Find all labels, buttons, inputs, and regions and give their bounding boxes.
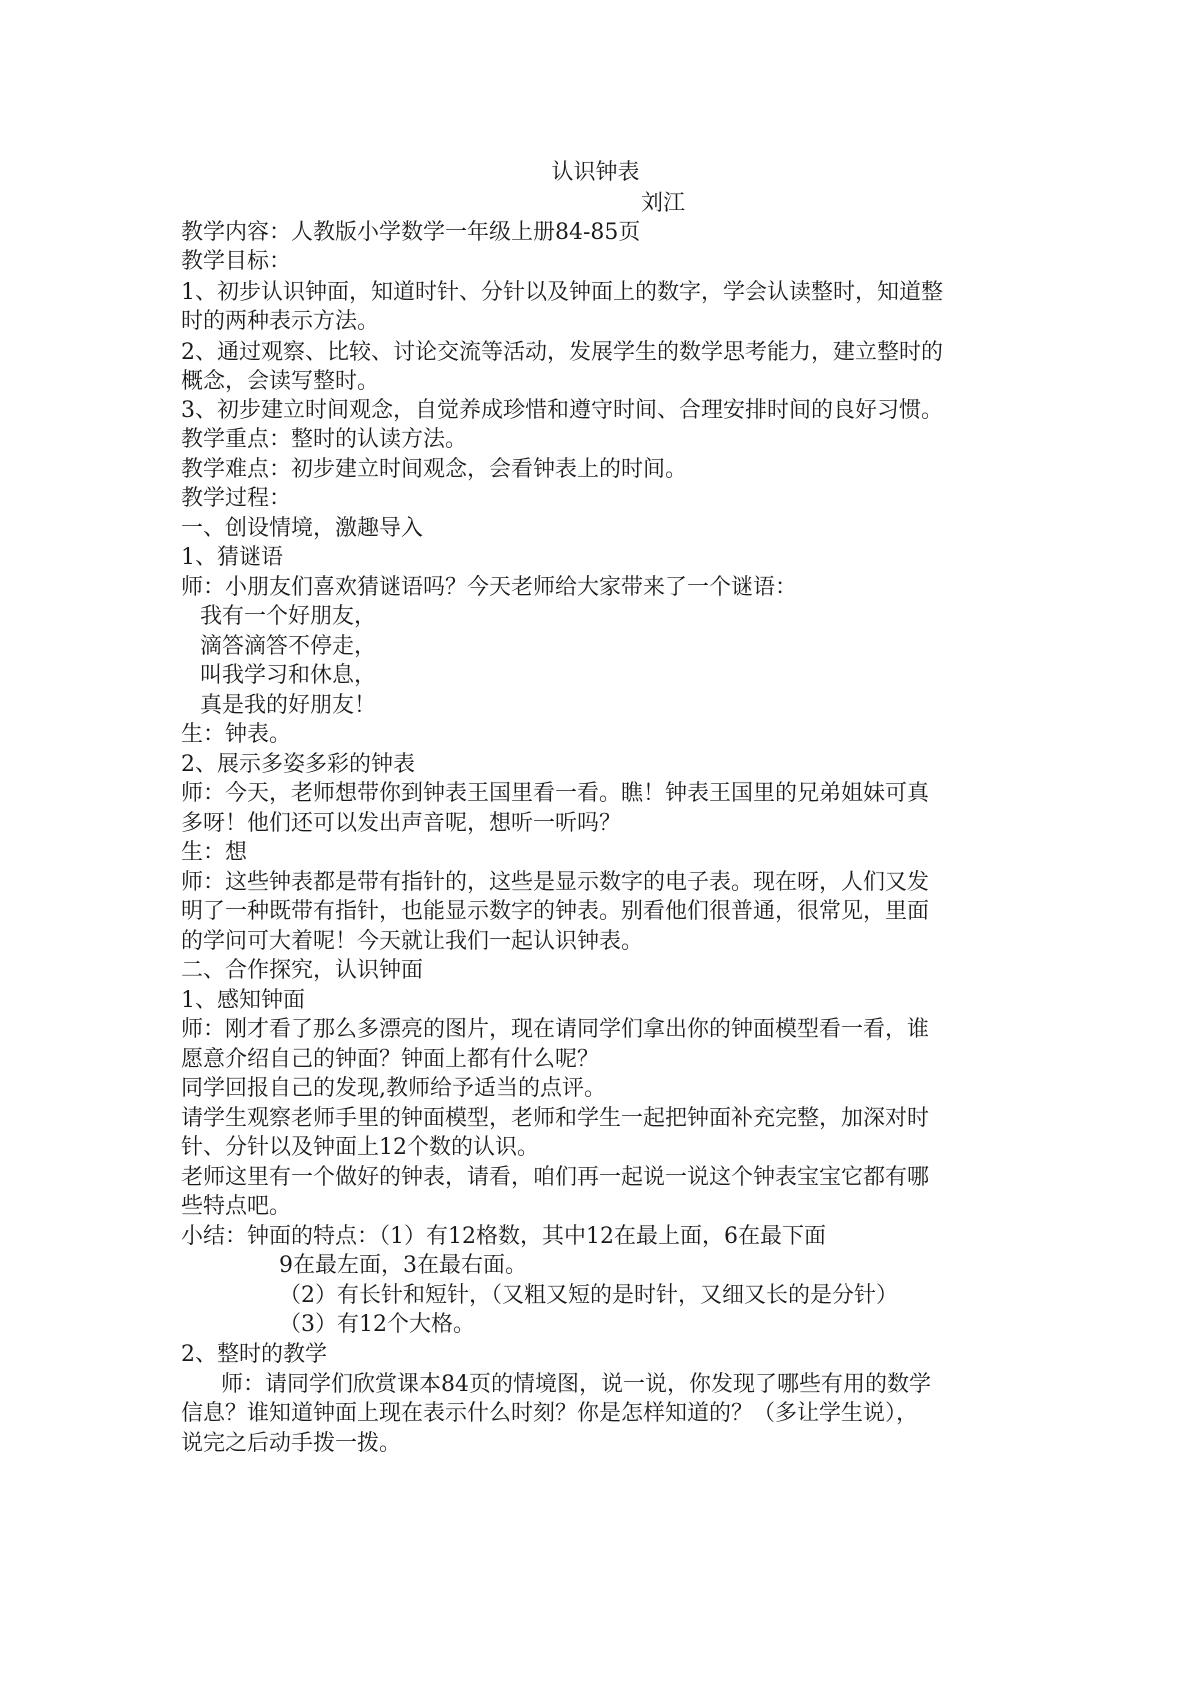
subsection-heading: 1、猜谜语	[181, 545, 283, 570]
text-line: 生：想	[181, 840, 248, 865]
riddle-line: 滴答滴答不停走，	[200, 634, 377, 659]
text-line: 信息？谁知道钟面上现在表示什么时刻？你是怎样知道的？（多让学生说），	[181, 1401, 919, 1426]
text-line: 教学目标：	[181, 249, 292, 274]
text-line: 师：小朋友们喜欢猜谜语吗？今天老师给大家带来了一个谜语：	[181, 575, 798, 600]
text-line: 说完之后动手拨一拨。	[181, 1431, 402, 1456]
summary-line: （2）有长针和短针，（又粗又短的是时针，又细又长的是分针）	[279, 1283, 898, 1308]
text-line: 概念，会读写整时。	[181, 369, 380, 394]
text-line: 时的两种表示方法。	[181, 309, 380, 334]
text-line: 生：钟表。	[181, 722, 292, 747]
text-line: 愿意介绍自己的钟面？钟面上都有什么呢？	[181, 1047, 600, 1072]
text-line: 明了一种既带有指针，也能显示数字的钟表。别看他们很普通，很常见，里面	[181, 899, 930, 924]
text-line: 针、分针以及钟面上12个数的认识。	[181, 1135, 539, 1160]
subsection-heading: 2、展示多姿多彩的钟表	[181, 752, 415, 777]
text-line: 教学过程：	[181, 486, 292, 511]
text-line: 2、通过观察、比较、讨论交流等活动，发展学生的数学思考能力，建立整时的	[181, 340, 943, 365]
summary-line: （3）有12个大格。	[279, 1312, 475, 1337]
text-line: 教学内容：人教版小学数学一年级上册84-85页	[181, 220, 641, 245]
author-name: 刘江	[641, 191, 686, 216]
text-line: 请学生观察老师手里的钟面模型，老师和学生一起把钟面补充完整，加深对时	[181, 1106, 930, 1131]
subsection-heading: 2、整时的教学	[181, 1342, 327, 1367]
text-line: 些特点吧。	[181, 1194, 292, 1219]
text-line: 同学回报自己的发现,教师给予适当的点评。	[181, 1076, 606, 1101]
text-line: 1、初步认识钟面，知道时针、分针以及钟面上的数字，学会认读整时，知道整	[181, 280, 943, 305]
text-line: 3、初步建立时间观念，自觉养成珍惜和遵守时间、合理安排时间的良好习惯。	[181, 398, 943, 423]
text-line: 师：这些钟表都是带有指针的，这些是显示数字的电子表。现在呀，人们又发	[181, 870, 930, 895]
document-title: 认识钟表	[551, 160, 640, 185]
text-line: 多呀！他们还可以发出声音呢，想听一听吗？	[181, 811, 622, 836]
text-line: 师：今天，老师想带你到钟表王国里看一看。瞧！钟表王国里的兄弟姐妹可真	[181, 781, 930, 806]
summary-line: 9在最左面，3在最右面。	[279, 1253, 527, 1278]
text-line: 老师这里有一个做好的钟表，请看，咱们再一起说一说这个钟表宝宝它都有哪	[181, 1165, 930, 1190]
text-line: 师：刚才看了那么多漂亮的图片，现在请同学们拿出你的钟面模型看一看，谁	[181, 1017, 930, 1042]
summary-line: 小结：钟面的特点：（1）有12格数，其中12在最上面，6在最下面	[181, 1224, 826, 1249]
subsection-heading: 1、感知钟面	[181, 988, 305, 1013]
text-line: 师：请同学们欣赏课本84页的情境图，说一说，你发现了哪些有用的数学	[221, 1372, 931, 1397]
text-line: 的学问可大着呢！今天就让我们一起认识钟表。	[181, 929, 644, 954]
text-line: 教学难点：初步建立时间观念，会看钟表上的时间。	[181, 457, 688, 482]
text-line: 教学重点：整时的认读方法。	[181, 427, 468, 452]
section-heading: 二、合作探究，认识钟面	[181, 958, 424, 983]
riddle-line: 叫我学习和休息，	[200, 663, 377, 688]
riddle-line: 我有一个好朋友，	[200, 604, 377, 629]
riddle-line: 真是我的好朋友！	[200, 693, 377, 718]
section-heading: 一、创设情境，激趣导入	[181, 516, 424, 541]
